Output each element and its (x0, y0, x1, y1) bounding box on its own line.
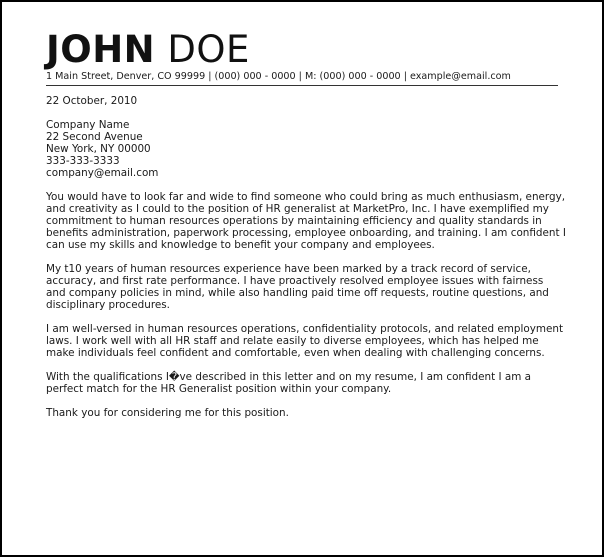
letter-paragraph-1: You would have to look far and wide to find someone who could bring as much enthusiasm, energy, and creativity as I could to the position of HR generalist at MarketPro, Inc. I have exemplified my commitment to human resources operations by maintaining efficiency and quality standards in benefits administration, paperwork processing, employee onboarding, and training. I am confident I can use my skills and knowledge to benefit your company and employees. (46, 191, 566, 251)
letter-paragraph-3: I am well-versed in human resources operations, confidentiality protocols, and related employment laws. I work well with all HR staff and relate easily to diverse employees, which has helped me make individuals feel confident and comfortable, even when dealing with challenging concerns. (46, 323, 564, 359)
header-divider (46, 85, 558, 86)
recipient-address (46, 119, 566, 179)
letter-body (46, 95, 566, 431)
recipient-city: New York, NY 00000 (46, 143, 151, 155)
letter-paragraph-2: My t10 years of human resources experience have been marked by a track record of service, accuracy, and first rate performance. I have proactively resolved employee issues with fairness and company policies in mind, while also handling paid time off requests, routine questions, and disciplinary procedures. (46, 263, 549, 311)
letter-paragraph-4: With the qualifications I�ve described in this letter and on my resume, I am confident I am a perfect match for the HR Generalist position within your company. (46, 371, 532, 395)
recipient-email: company@email.com (46, 167, 159, 179)
recipient-phone: 333-333-3333 (46, 155, 120, 167)
recipient-street: 22 Second Avenue (46, 131, 143, 143)
sender-last-name: DOE (167, 28, 250, 71)
sender-contact-line: 1 Main Street, Denver, CO 99999 | (000) 000 - 0000 | M: (000) 000 - 0000 | example@email.com (46, 71, 511, 82)
letter-header (46, 30, 576, 86)
recipient-company: Company Name (46, 119, 130, 131)
sender-first-name: JOHN (46, 28, 156, 71)
letter-closing-line: Thank you for considering me for this position. (46, 407, 289, 419)
letter-date: 22 October, 2010 (46, 95, 138, 107)
sender-name (46, 30, 576, 70)
